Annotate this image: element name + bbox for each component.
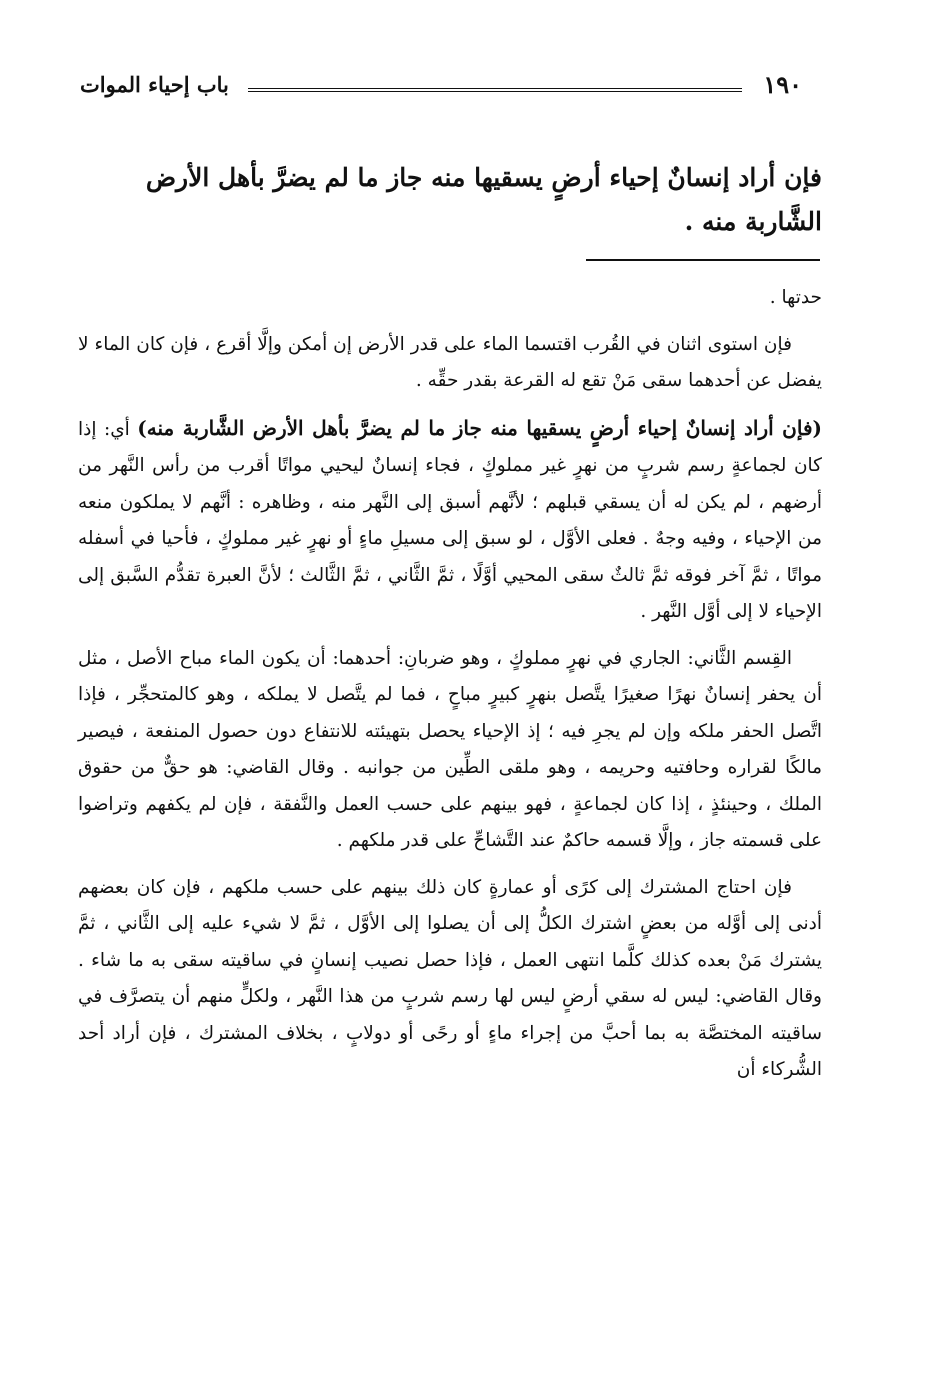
commentary-paragraph: القِسم الثَّاني: الجاري في نهرٍ مملوكٍ ، وهو ضربانِ: أحدهما: أن يكون الماء مباح الأصل ، مثل أن يحفر إنسانٌ نهرًا صغيرًا يتَّصل بنهرٍ كبيرٍ مباحٍ ، فما لم يتَّصل لا يملكه ، وهو كالمتحجِّر ، فإذا اتَّصل الحفر ملكه وإن لم يجرِ فيه ؛ إذ الإحياء يحصل بتهيئته للانتفاع دون حصول المنفعة ، فيصير مالكًا لقراره وحافتيه وحريمه ، وهو ملقى الطِّين من جوانبه . وقال القاضي: هو حقٌّ من حقوق الملك ، وحينئذٍ ، إذا كان لجماعةٍ ، فهو بينهم على حسب العمل والنَّفقة ، فإن لم يكفهم وتراضوا على قسمته جاز ، وإلَّا قسمه حاكمٌ عند التَّشاحِّ على قدر ملكهم . xyxy=(78,647,822,851)
matn-text: فإن أراد إنسانٌ إحياء أرضٍ يسقيها منه جاز ما لم يضرَّ بأهل الأرض الشَّاربة منه . xyxy=(145,163,822,236)
quoted-matn: (فإن أراد إنسانٌ إحياء أرضٍ يسقيها منه جاز ما لم يضرَّ بأهل الأرض الشَّاربة منه) xyxy=(137,415,822,440)
page-number: ١٩٠ xyxy=(763,70,802,99)
commentary-paragraph xyxy=(78,410,822,631)
page-header xyxy=(80,66,802,106)
matn-separator xyxy=(586,259,820,261)
commentary-body xyxy=(78,280,822,1099)
header-rule xyxy=(248,88,742,92)
commentary-paragraph: فإن استوى اثنان في القُرب اقتسما الماء على قدر الأرض إن أمكن وإلَّا أقرع ، فإن كان الماء لا يفضل عن أحدهما سقى مَنْ تقع له القرعة بقدر حقِّه . xyxy=(78,333,822,391)
commentary-paragraph: حدتها . xyxy=(769,287,822,308)
commentary-paragraph: فإن احتاج المشترك إلى كرًى أو عمارةٍ كان ذلك بينهم على حسب ملكهم ، فإن كان بعضهم أدنى إلى أوَّله من بعضٍ اشترك الكلُّ إلى أن يصلوا إلى الأوَّل ، ثمَّ لا شيء عليه إلى الثَّاني ، ثمَّ يشترك مَنْ بعده كذلك كلَّما انتهى العمل ، فإذا حصل نصيب إنسانٍ في ساقيته سقى به ما شاء . وقال القاضي: ليس له سقي أرضٍ ليس لها رسم شربٍ من هذا النَّهر ، ولكلٍّ منهم أن يتصرَّف في ساقيته المختصَّة به بما أحبَّ من إجراء ماءٍ أو رحًى أو دولابٍ ، بخلاف المشترك ، فإن أراد أحد الشُّركاء أن xyxy=(78,876,822,1080)
chapter-title: باب إحياء الموات xyxy=(80,72,229,97)
commentary-text: أي: إذا كان لجماعةٍ رسم شربٍ من نهرٍ غير مملوكٍ ، فجاء إنسانٌ ليحيي مواتًا أقرب من رأس النَّهر من أرضهم ، لم يكن له أن يسقي قبلهم ؛ لأنَّهم أسبق إلى النَّهر منه ، وظاهره : أنَّهم لا يملكون منعه من الإحياء ، وفيه وجهٌ . فعلى الأوَّل ، لو سبق إلى مسيلِ ماءٍ أو نهرٍ غير مملوكٍ ، فأحيا في أسفله مواتًا ، ثمَّ آخر فوقه ثمَّ ثالثٌ سقى المحيي أوَّلًا ، ثمَّ الثَّاني ، ثمَّ الثَّالث ؛ لأنَّ العبرة تقدُّم السَّبق إلى الإحياء لا إلى أوَّل النَّهر . xyxy=(78,418,822,622)
